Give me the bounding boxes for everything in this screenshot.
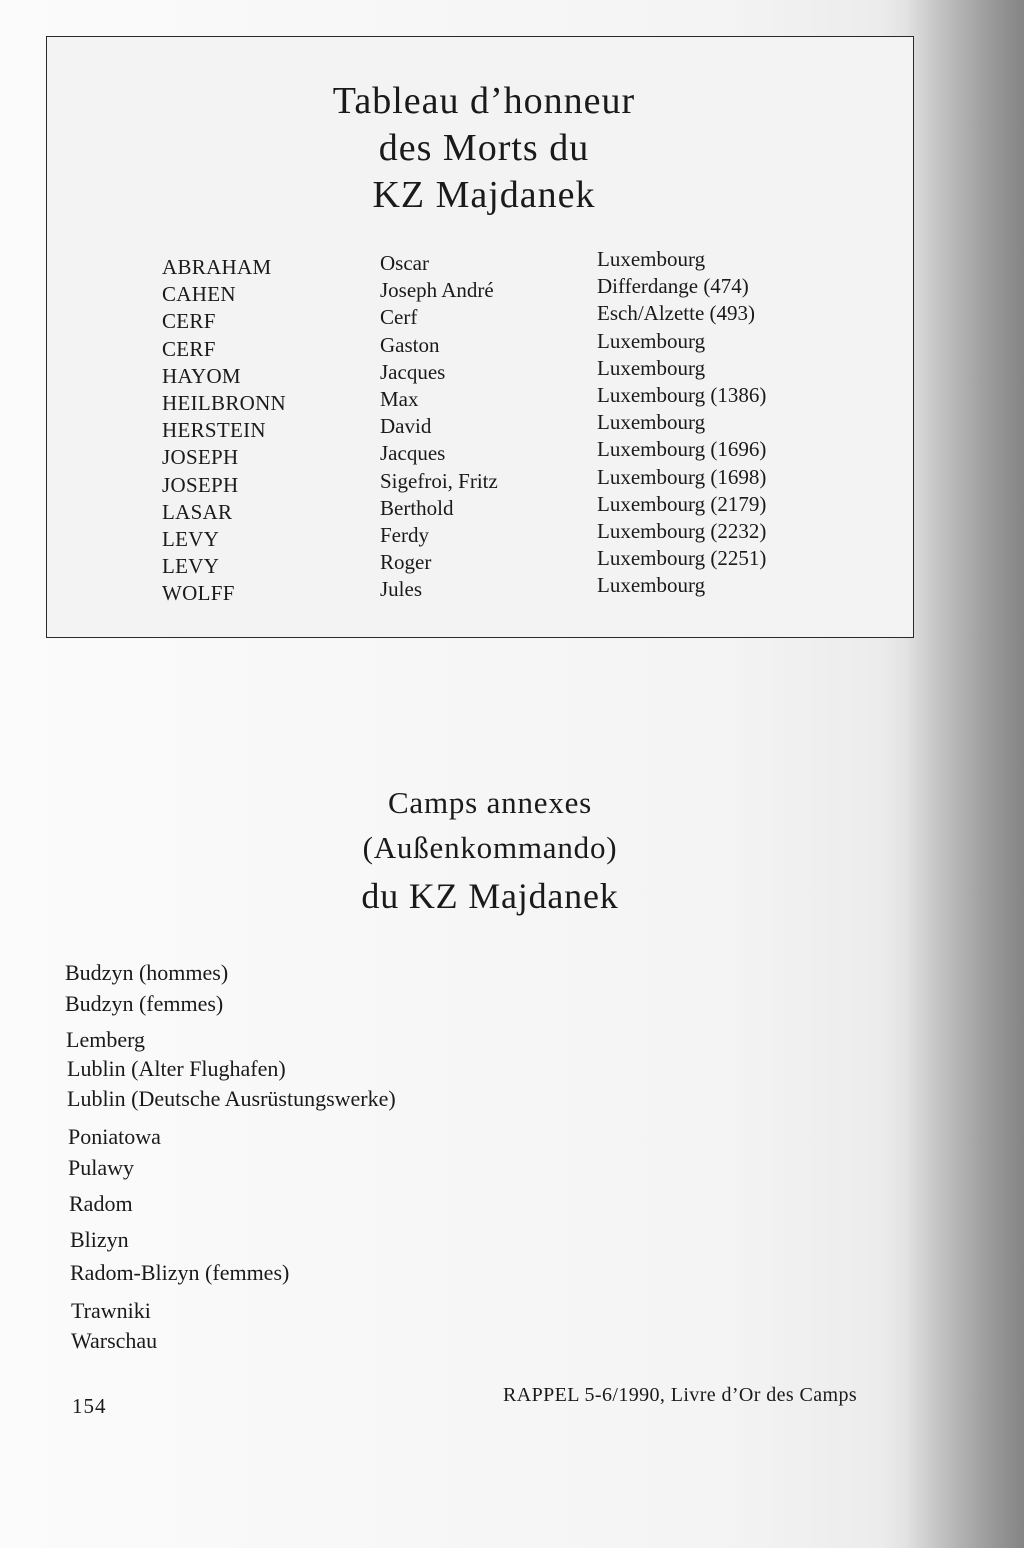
first-name-column xyxy=(380,250,498,603)
camp-item: Budzyn (hommes) xyxy=(65,960,229,985)
camp-item: Budzyn (femmes) xyxy=(65,991,224,1016)
first-name: Roger xyxy=(380,550,432,575)
place: Luxembourg xyxy=(597,573,706,598)
first-name: Jacques xyxy=(380,359,446,384)
first-name: Cerf xyxy=(380,305,418,330)
last-name-column xyxy=(162,254,286,607)
first-name: Jules xyxy=(380,577,422,602)
first-name: Oscar xyxy=(380,251,429,275)
place: Luxembourg xyxy=(597,328,706,353)
first-name: Jacques xyxy=(380,441,446,466)
camp-item: Radom xyxy=(69,1191,133,1216)
first-name: Max xyxy=(380,386,419,411)
camps-title xyxy=(80,780,900,922)
last-name: HEILBRONN xyxy=(162,390,287,415)
place-column xyxy=(597,246,766,599)
place: Luxembourg xyxy=(597,410,706,435)
first-name: Joseph André xyxy=(380,278,494,303)
last-name: ABRAHAM xyxy=(162,255,272,279)
camp-item: Lemberg xyxy=(66,1027,146,1052)
camp-item: Lublin (Deutsche Ausrüstungswerke) xyxy=(67,1086,396,1111)
place: Luxembourg (1698) xyxy=(597,464,767,489)
last-name: HAYOM xyxy=(162,363,241,388)
binding-shadow xyxy=(905,0,1024,1548)
first-name: Berthold xyxy=(380,495,454,520)
place: Luxembourg xyxy=(597,247,706,271)
place: Esch/Alzette (493) xyxy=(597,301,756,326)
last-name: JOSEPH xyxy=(162,472,239,497)
place: Luxembourg xyxy=(597,355,706,380)
camps-title-line: Camps annexes xyxy=(387,785,593,820)
last-name: HERSTEIN xyxy=(162,418,266,443)
last-name: CAHEN xyxy=(162,282,236,307)
last-name: WOLFF xyxy=(162,581,235,606)
honor-title-line: Tableau d’honneur xyxy=(332,80,636,122)
source-citation: RAPPEL 5-6/1990, Livre d’Or des Camps xyxy=(503,1384,858,1406)
camp-item: Blizyn xyxy=(70,1227,129,1252)
place: Luxembourg (1696) xyxy=(597,437,767,462)
camp-item: Warschau xyxy=(71,1328,158,1353)
last-name: LASAR xyxy=(162,499,233,524)
camp-item: Trawniki xyxy=(71,1298,151,1323)
last-name: LEVY xyxy=(162,554,220,579)
place: Luxembourg (2232) xyxy=(597,518,767,543)
camp-item: Lublin (Alter Flughafen) xyxy=(67,1056,286,1081)
place: Luxembourg (2179) xyxy=(597,491,767,516)
last-name: CERF xyxy=(162,309,216,334)
camp-item: Poniatowa xyxy=(68,1124,161,1149)
first-name: Sigefroi, Fritz xyxy=(380,468,498,493)
last-name: LEVY xyxy=(162,526,220,551)
camps-title-line: (Außenkommando) xyxy=(362,830,618,865)
place: Luxembourg (2251) xyxy=(597,546,767,571)
last-name: CERF xyxy=(162,336,216,361)
first-name: Ferdy xyxy=(380,522,429,547)
first-name: David xyxy=(380,414,432,439)
camps-title-line: du KZ Majdanek xyxy=(361,876,619,916)
honor-title-line: des Morts du xyxy=(378,127,590,169)
honor-roll-title xyxy=(46,78,922,219)
place: Luxembourg (1386) xyxy=(597,382,767,407)
page-number: 154 xyxy=(72,1394,107,1418)
camp-item: Pulawy xyxy=(68,1155,134,1180)
first-name: Gaston xyxy=(380,332,440,357)
honor-title-line: KZ Majdanek xyxy=(372,174,596,216)
camp-item: Radom-Blizyn (femmes) xyxy=(70,1260,290,1285)
last-name: JOSEPH xyxy=(162,445,239,470)
place: Differdange (474) xyxy=(597,274,749,299)
